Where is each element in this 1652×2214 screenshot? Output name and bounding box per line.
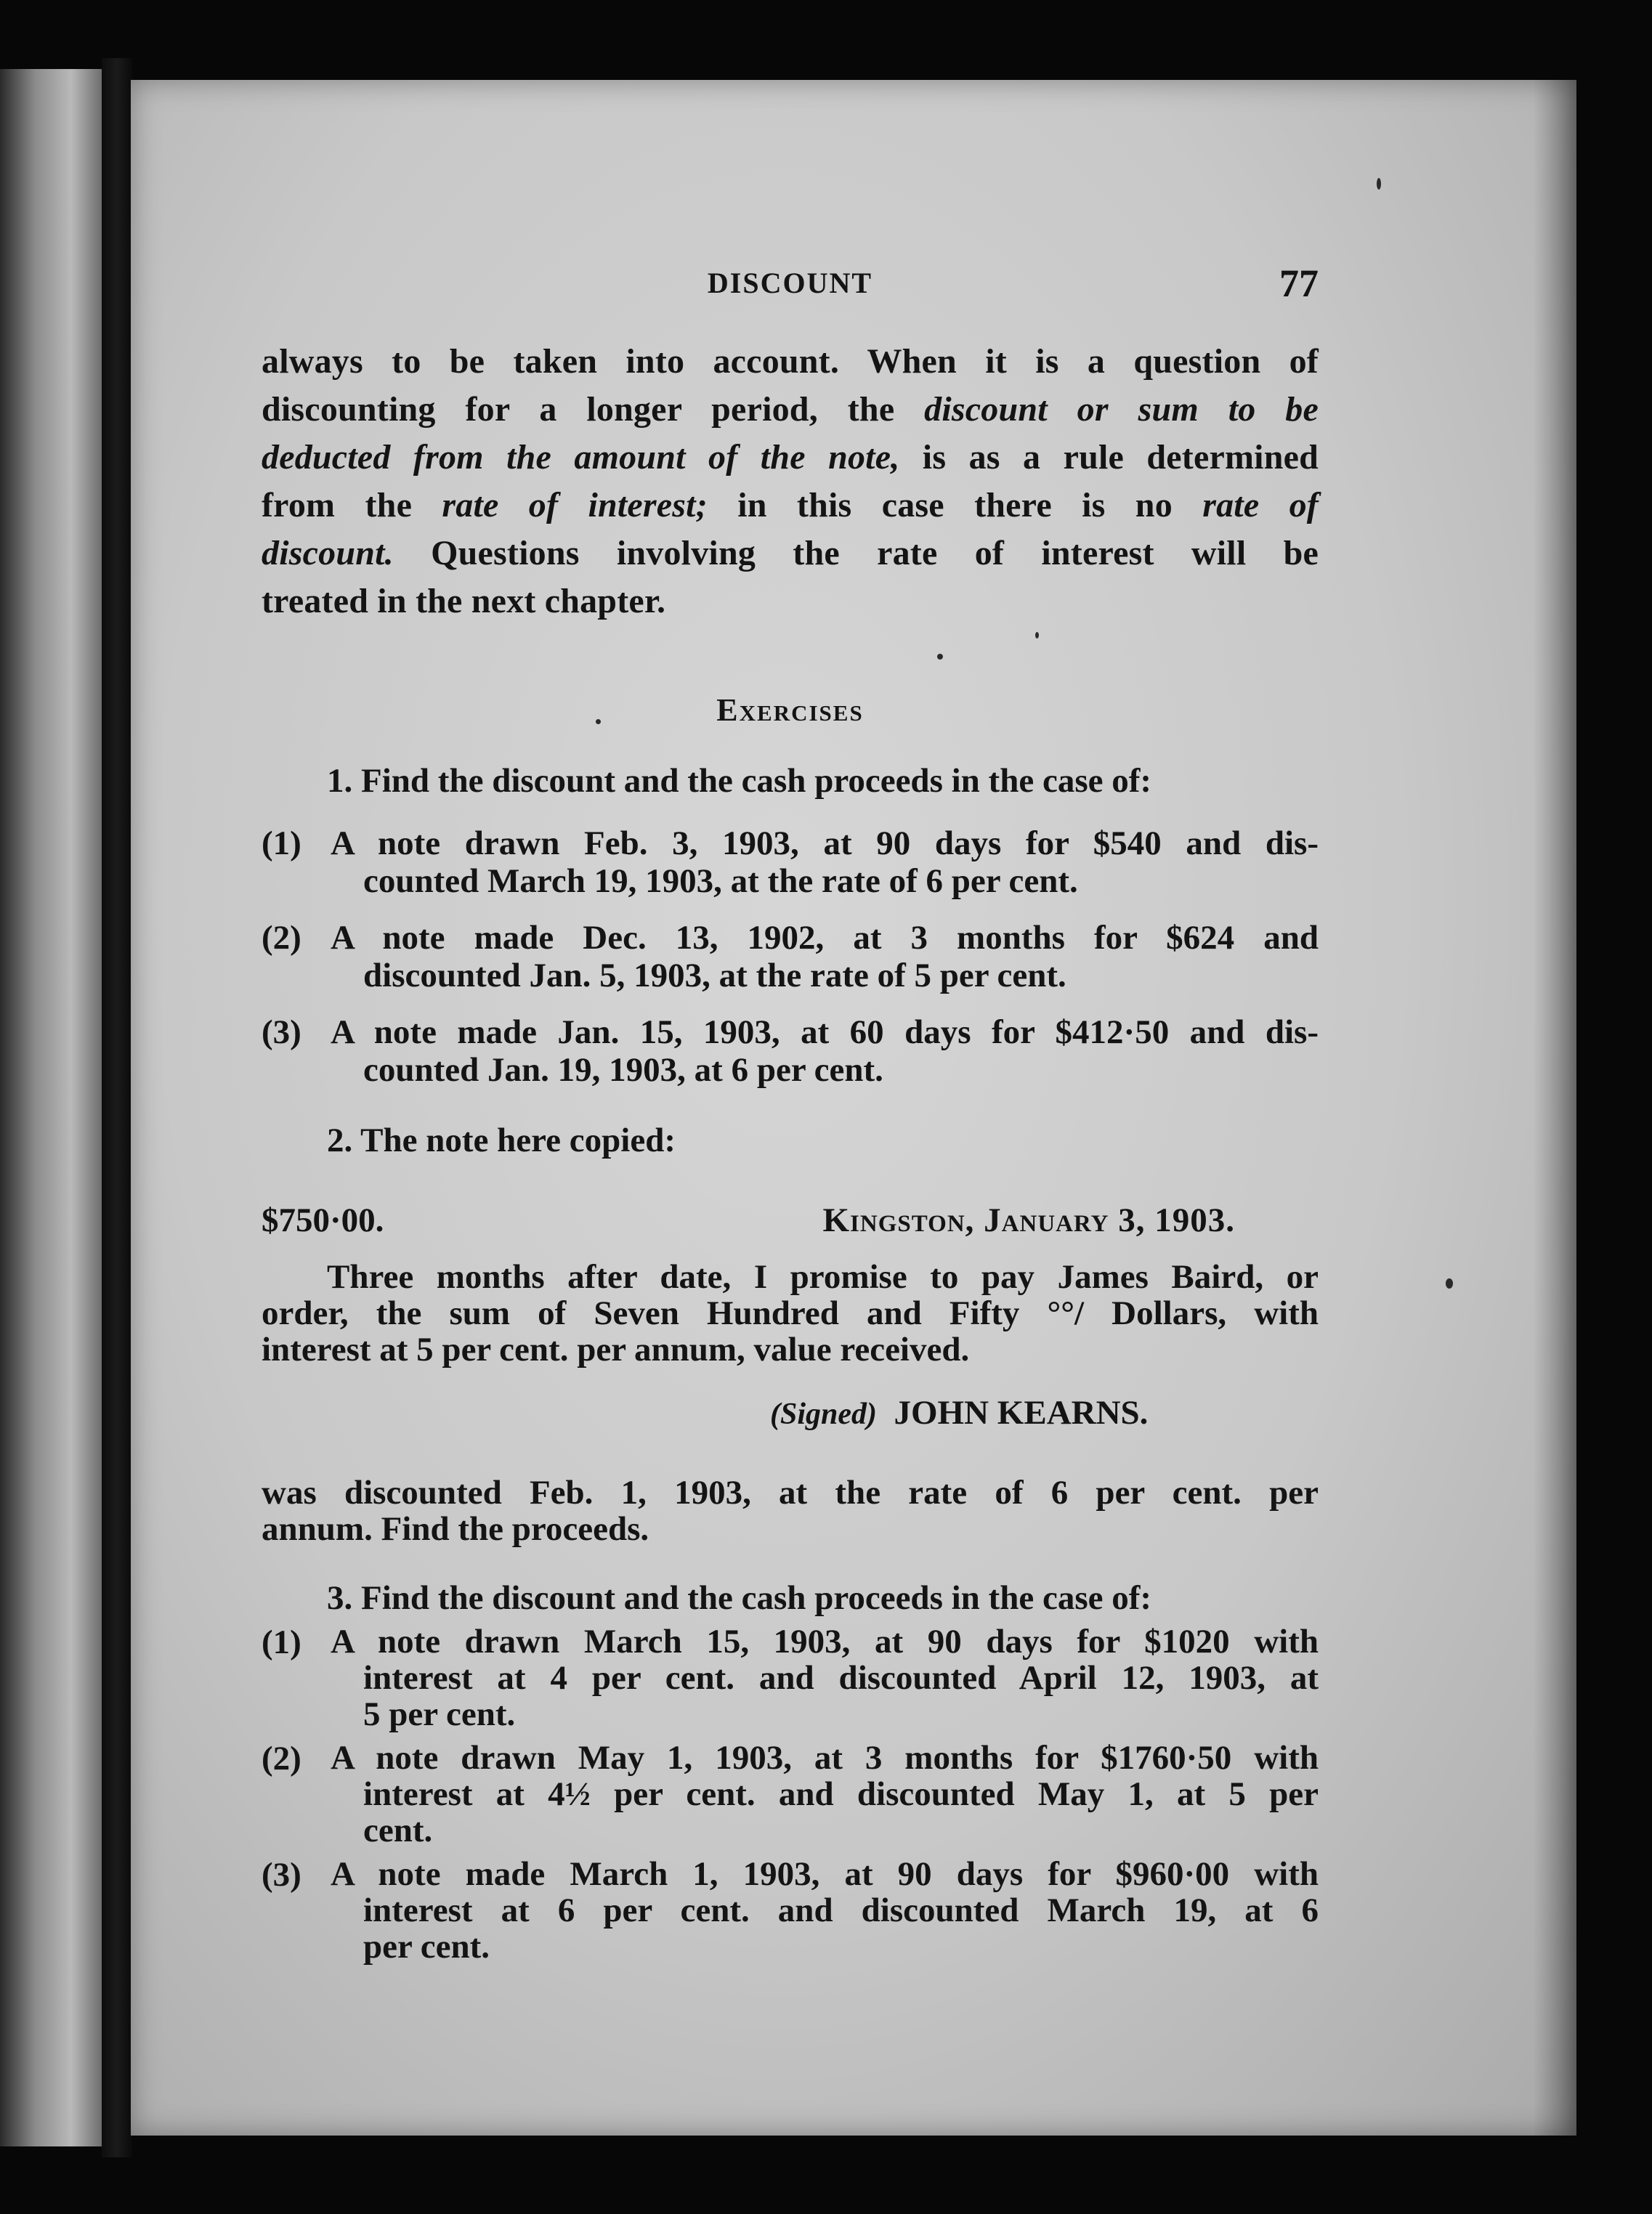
page-number: 77 xyxy=(1279,261,1319,305)
note-place-date: Kingston, January 3, 1903. xyxy=(822,1201,1235,1239)
book-gutter xyxy=(102,58,132,2157)
paragraph-line: discount. Questions involving the rate of interest will be xyxy=(262,534,1319,572)
paragraph-line: discounting for a longer period, the discount or sum to be xyxy=(262,390,1319,429)
paragraph-line: deducted from the amount of the note, is as a rule determined xyxy=(262,438,1319,477)
exercise-2-continuation: was discounted Feb. 1, 1903, at the rate of 6 per cent. per annum. Find the proceeds. xyxy=(262,1474,1319,1548)
paragraph-line: always to be taken into account. When it is a question of xyxy=(262,342,1319,381)
note-amount: $750·00. xyxy=(262,1201,384,1239)
exercise-1-item-3: (3) A note made Jan. 15, 1903, at 60 days for $412·50 and dis- counted Jan. 19, 1903, at 6 per cent. xyxy=(262,1013,1319,1089)
paragraph-line: treated in the next chapter. xyxy=(262,582,666,620)
exercise-3-item-2: (2) A note drawn May 1, 1903, at 3 months for $1760·50 with interest at 4½ per cent. and discounted May 1, at 5 per cent. xyxy=(262,1739,1319,1849)
exercise-2-intro: 2. The note here copied: xyxy=(327,1122,676,1159)
exercise-3-item-3: (3) A note made March 1, 1903, at 90 days for $960·00 with interest at 6 per cent. and discounted March 19, at 6 per cent. xyxy=(262,1855,1319,1966)
exercise-1-intro: 1. Find the discount and the cash proceeds in the case of: xyxy=(327,762,1152,800)
paragraph-line: from the rate of interest; in this case there is no rate of xyxy=(262,486,1319,524)
running-head xyxy=(262,258,1319,309)
running-head-title: DISCOUNT xyxy=(707,267,873,299)
exercise-1-item-2: (2) A note made Dec. 13, 1902, at 3 months for $624 and discounted Jan. 5, 1903, at the rate of 5 per cent. xyxy=(262,919,1319,994)
note-signature: (Signed) JOHN KEARNS. xyxy=(770,1394,1149,1432)
exercise-3-item-1: (1) A note drawn March 15, 1903, at 90 days for $1020 with interest at 4 per cent. and discounted April 12, 1903, at 5 per cent. xyxy=(262,1623,1319,1733)
exercise-3-intro: 3. Find the discount and the cash proceeds in the case of: xyxy=(327,1579,1152,1617)
exercises-heading: Exercises xyxy=(716,692,864,728)
exercise-1-item-1: (1) A note drawn Feb. 3, 1903, at 90 days for $540 and dis- counted March 19, 1903, at the rate of 6 per cent. xyxy=(262,824,1319,900)
facing-page-edge xyxy=(0,69,102,2146)
note-text: Three months after date, I promise to pay James Baird, or order, the sum of Seven Hundred and Fifty °°/ Dollars, with interest at 5 per cent. per annum, value received. xyxy=(262,1258,1319,1368)
